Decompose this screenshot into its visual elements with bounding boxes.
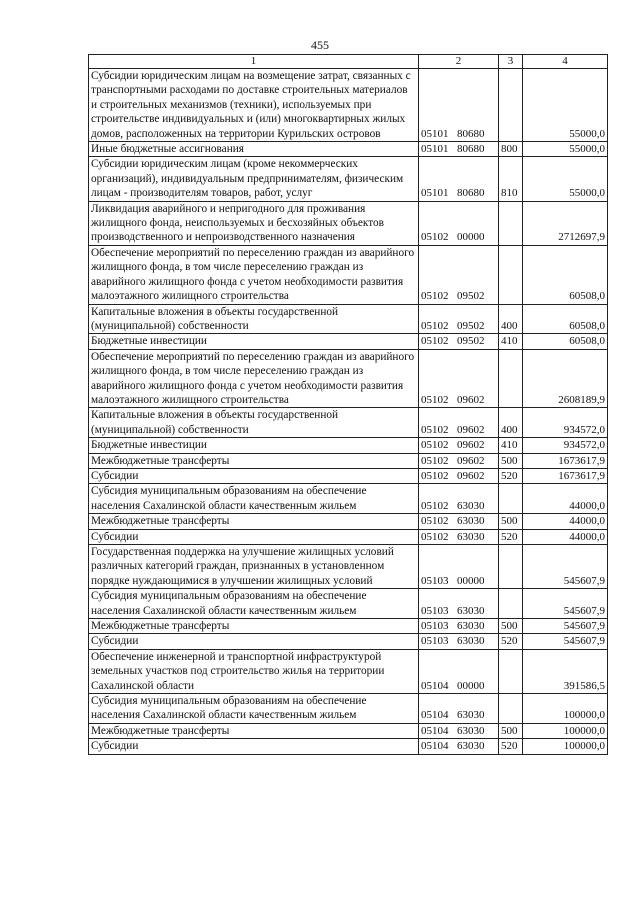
row-expense-type: 500 xyxy=(499,514,523,529)
row-code xyxy=(419,619,499,634)
column-header-3: 3 xyxy=(499,55,523,69)
row-article-code: 63030 xyxy=(457,709,485,722)
row-article-code: 80680 xyxy=(457,127,485,140)
table-row xyxy=(89,245,608,304)
row-description: Субсидии xyxy=(89,529,419,544)
row-expense-type: 400 xyxy=(499,304,523,334)
row-article-code: 09602 xyxy=(457,469,485,482)
row-expense-type: 500 xyxy=(499,723,523,738)
row-section-code: 05102 xyxy=(421,439,449,452)
row-expense-type xyxy=(499,589,523,619)
row-amount: 60508,0 xyxy=(523,245,608,304)
row-article-code: 00000 xyxy=(457,231,485,244)
row-article-code: 63030 xyxy=(457,515,485,528)
row-expense-type xyxy=(499,349,523,408)
row-expense-type xyxy=(499,649,523,693)
row-amount: 1673617,9 xyxy=(523,453,608,468)
row-article-code: 09602 xyxy=(457,423,485,436)
row-description: Обеспечение мероприятий по переселению граждан из аварийного жилищного фонда, в том числе переселению граждан из аварийного жилищного фонда с учетом необходимости развития малоэтажного жилищного строительства xyxy=(89,245,419,304)
row-section-code: 05101 xyxy=(421,127,449,140)
table-row xyxy=(89,484,608,514)
table-header-row xyxy=(89,55,608,69)
row-section-code: 05103 xyxy=(421,620,449,633)
row-article-code: 63030 xyxy=(457,724,485,737)
row-amount: 60508,0 xyxy=(523,304,608,334)
table-row xyxy=(89,723,608,738)
row-description: Субсидии xyxy=(89,634,419,649)
row-code xyxy=(419,408,499,438)
row-description: Бюджетные инвестиции xyxy=(89,438,419,453)
row-description: Межбюджетные трансферты xyxy=(89,514,419,529)
row-description: Субсидии юридическим лицам (кроме некоммерческих организаций), индивидуальным предпринимателям, физическим лицам - производителям товаров, работ, услуг xyxy=(89,157,419,201)
row-section-code: 05102 xyxy=(421,335,449,348)
row-section-code: 05102 xyxy=(421,454,449,467)
row-section-code: 05104 xyxy=(421,679,449,692)
row-description: Субсидии юридическим лицам на возмещение затрат, связанных с транспортными расходами по доставке строительных материалов и строительных механизмов (техники), используемых при строительстве индивидуальных и (или) многоквартирных жилых домов, расположенных на территории Курильских островов xyxy=(89,69,419,142)
table-row xyxy=(89,514,608,529)
column-header-4: 4 xyxy=(523,55,608,69)
row-section-code: 05104 xyxy=(421,724,449,737)
row-description: Бюджетные инвестиции xyxy=(89,334,419,349)
row-amount: 100000,0 xyxy=(523,739,608,754)
row-code xyxy=(419,201,499,245)
row-article-code: 63030 xyxy=(457,635,485,648)
row-description: Субсидия муниципальным образованиям на обеспечение населения Сахалинской области качественным жильем xyxy=(89,589,419,619)
row-expense-type xyxy=(499,694,523,724)
row-amount: 545607,9 xyxy=(523,634,608,649)
row-expense-type: 500 xyxy=(499,453,523,468)
row-section-code: 05104 xyxy=(421,740,449,753)
column-header-2: 2 xyxy=(419,55,499,69)
row-expense-type xyxy=(499,484,523,514)
row-expense-type: 400 xyxy=(499,408,523,438)
row-description: Капитальные вложения в объекты государственной (муниципальной) собственности xyxy=(89,408,419,438)
row-article-code: 80680 xyxy=(457,143,485,156)
row-section-code: 05102 xyxy=(421,393,449,406)
row-description: Субсидии xyxy=(89,739,419,754)
row-code xyxy=(419,634,499,649)
table-row xyxy=(89,69,608,142)
row-description: Субсидия муниципальным образованиям на обеспечение населения Сахалинской области качественным жильем xyxy=(89,694,419,724)
row-section-code: 05103 xyxy=(421,574,449,587)
row-description: Обеспечение инженерной и транспортной инфраструктурой земельных участков под строительство жилья на территории Сахалинской области xyxy=(89,649,419,693)
row-code xyxy=(419,334,499,349)
table-row xyxy=(89,349,608,408)
row-code xyxy=(419,157,499,201)
row-expense-type: 520 xyxy=(499,529,523,544)
row-description: Ликвидация аварийного и непригодного для проживания жилищного фонда, неиспользуемых и бесхозяйных объектов производственного и непроизводственного назначения xyxy=(89,201,419,245)
row-article-code: 63030 xyxy=(457,740,485,753)
row-expense-type: 520 xyxy=(499,739,523,754)
row-amount: 934572,0 xyxy=(523,408,608,438)
row-expense-type: 810 xyxy=(499,157,523,201)
row-section-code: 05102 xyxy=(421,469,449,482)
row-article-code: 09502 xyxy=(457,290,485,303)
row-code xyxy=(419,142,499,157)
table-row xyxy=(89,142,608,157)
row-amount: 545607,9 xyxy=(523,589,608,619)
row-section-code: 05102 xyxy=(421,530,449,543)
row-section-code: 05102 xyxy=(421,319,449,332)
row-article-code: 09602 xyxy=(457,393,485,406)
row-description: Межбюджетные трансферты xyxy=(89,619,419,634)
row-amount: 2608189,9 xyxy=(523,349,608,408)
table-row xyxy=(89,304,608,334)
row-section-code: 05103 xyxy=(421,604,449,617)
row-expense-type: 800 xyxy=(499,142,523,157)
row-code xyxy=(419,514,499,529)
row-expense-type: 500 xyxy=(499,619,523,634)
row-amount: 55000,0 xyxy=(523,157,608,201)
row-amount: 545607,9 xyxy=(523,619,608,634)
row-article-code: 63030 xyxy=(457,604,485,617)
row-article-code: 09602 xyxy=(457,454,485,467)
row-amount: 100000,0 xyxy=(523,694,608,724)
row-article-code: 63030 xyxy=(457,620,485,633)
row-article-code: 00000 xyxy=(457,574,485,587)
row-article-code: 09602 xyxy=(457,439,485,452)
row-code xyxy=(419,349,499,408)
row-description: Субсидия муниципальным образованиям на обеспечение населения Сахалинской области качественным жильем xyxy=(89,484,419,514)
row-code xyxy=(419,438,499,453)
row-code xyxy=(419,723,499,738)
page-number: 455 xyxy=(311,38,329,52)
row-code xyxy=(419,484,499,514)
table-row xyxy=(89,529,608,544)
row-expense-type xyxy=(499,201,523,245)
table-row xyxy=(89,157,608,201)
table-row xyxy=(89,468,608,483)
row-article-code: 63030 xyxy=(457,499,485,512)
row-amount: 60508,0 xyxy=(523,334,608,349)
row-article-code: 09502 xyxy=(457,335,485,348)
row-description: Государственная поддержка на улучшение жилищных условий различных категорий граждан, признанных в установленном порядке нуждающимися в улучшении жилищных условий xyxy=(89,545,419,589)
row-code xyxy=(419,245,499,304)
row-section-code: 05102 xyxy=(421,423,449,436)
row-article-code: 09502 xyxy=(457,319,485,332)
row-expense-type xyxy=(499,545,523,589)
row-description: Капитальные вложения в объекты государственной (муниципальной) собственности xyxy=(89,304,419,334)
row-section-code: 05104 xyxy=(421,709,449,722)
table-row xyxy=(89,408,608,438)
row-description: Субсидии xyxy=(89,468,419,483)
row-section-code: 05102 xyxy=(421,290,449,303)
row-section-code: 05102 xyxy=(421,515,449,528)
row-expense-type: 520 xyxy=(499,634,523,649)
row-code xyxy=(419,304,499,334)
row-amount: 44000,0 xyxy=(523,484,608,514)
table-row xyxy=(89,739,608,754)
table-row xyxy=(89,589,608,619)
row-amount: 55000,0 xyxy=(523,69,608,142)
budget-table xyxy=(88,54,608,755)
row-code xyxy=(419,694,499,724)
row-description: Иные бюджетные ассигнования xyxy=(89,142,419,157)
row-code xyxy=(419,739,499,754)
row-code xyxy=(419,589,499,619)
row-description: Обеспечение мероприятий по переселению граждан из аварийного жилищного фонда, в том числе переселению граждан из аварийного жилищного фонда с учетом необходимости развития малоэтажного жилищного строительства xyxy=(89,349,419,408)
row-section-code: 05103 xyxy=(421,635,449,648)
table-row xyxy=(89,334,608,349)
row-amount: 44000,0 xyxy=(523,514,608,529)
row-amount: 44000,0 xyxy=(523,529,608,544)
row-description: Межбюджетные трансферты xyxy=(89,453,419,468)
row-section-code: 05102 xyxy=(421,499,449,512)
row-amount: 100000,0 xyxy=(523,723,608,738)
row-expense-type: 410 xyxy=(499,334,523,349)
row-amount: 55000,0 xyxy=(523,142,608,157)
row-section-code: 05102 xyxy=(421,231,449,244)
row-expense-type: 520 xyxy=(499,468,523,483)
row-expense-type xyxy=(499,245,523,304)
table-row xyxy=(89,201,608,245)
row-expense-type: 410 xyxy=(499,438,523,453)
row-amount: 391586,5 xyxy=(523,649,608,693)
row-code xyxy=(419,545,499,589)
row-article-code: 00000 xyxy=(457,679,485,692)
column-header-1: 1 xyxy=(89,55,419,69)
row-code xyxy=(419,649,499,693)
row-amount: 934572,0 xyxy=(523,438,608,453)
row-section-code: 05101 xyxy=(421,143,449,156)
row-code xyxy=(419,529,499,544)
table-row xyxy=(89,438,608,453)
table-row xyxy=(89,453,608,468)
row-code xyxy=(419,468,499,483)
table-row xyxy=(89,545,608,589)
row-amount: 1673617,9 xyxy=(523,468,608,483)
row-expense-type xyxy=(499,69,523,142)
table-row xyxy=(89,619,608,634)
row-description: Межбюджетные трансферты xyxy=(89,723,419,738)
row-article-code: 80680 xyxy=(457,187,485,200)
row-amount: 545607,9 xyxy=(523,545,608,589)
table-body xyxy=(89,69,608,755)
row-article-code: 63030 xyxy=(457,530,485,543)
row-section-code: 05101 xyxy=(421,187,449,200)
table-row xyxy=(89,694,608,724)
row-code xyxy=(419,453,499,468)
table-row xyxy=(89,634,608,649)
row-code xyxy=(419,69,499,142)
row-amount: 2712697,9 xyxy=(523,201,608,245)
table-row xyxy=(89,649,608,693)
